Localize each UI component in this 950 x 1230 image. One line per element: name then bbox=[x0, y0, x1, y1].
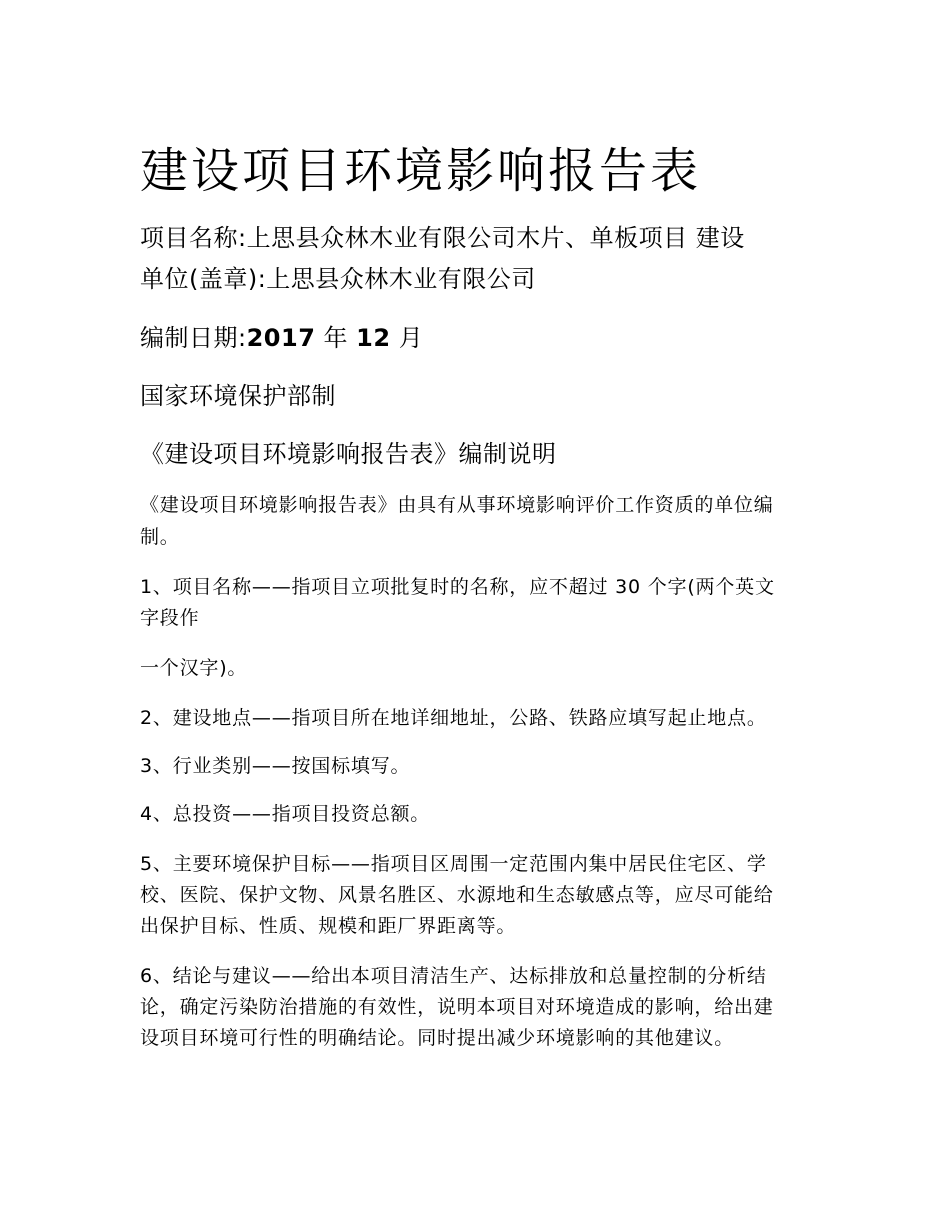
item-6-line-1: 6、结论与建议——给出本项目清洁生产、达标排放和总量控制的分析结 bbox=[140, 965, 767, 987]
construction-unit-line: 单位(盖章):上思县众林木业有限公司 bbox=[140, 265, 536, 293]
item-2: 2、建设地点——指项目所在地详细地址，公路、铁路应填写起止地点。 bbox=[140, 707, 767, 729]
item-6-line-2: 论，确定污染防治措施的有效性，说明本项目对环境造成的影响，给出建 bbox=[140, 996, 774, 1018]
compile-date-year-unit: 年 bbox=[315, 324, 357, 352]
item-1-line-2: 字段作 bbox=[140, 607, 200, 629]
compile-date-month: 12 bbox=[356, 324, 391, 352]
item-5-line-3: 出保护目标、性质、规模和距厂界距离等。 bbox=[140, 915, 517, 937]
item-6-line-3: 设项目环境可行性的明确结论。同时提出减少环境影响的其他建议。 bbox=[140, 1027, 735, 1049]
notes-heading: 《建设项目环境影响报告表》编制说明 bbox=[140, 440, 557, 468]
item-3: 3、行业类别——按国标填写。 bbox=[140, 755, 411, 777]
document-title: 建设项目环境影响报告表 bbox=[140, 143, 702, 199]
intro-paragraph-line-1: 《建设项目环境影响报告表》由具有从事环境影响评价工作资质的单位编 bbox=[140, 494, 774, 516]
compile-date-label: 编制日期: bbox=[140, 324, 247, 352]
item-5-line-2: 校、医院、保护文物、风景名胜区、水源地和生态敏感点等，应尽可能给 bbox=[140, 884, 774, 906]
item-4: 4、总投资——指项目投资总额。 bbox=[140, 803, 431, 825]
compile-date-month-unit: 月 bbox=[390, 324, 424, 352]
project-name-line: 项目名称:上思县众林木业有限公司木片、单板项目 建设 bbox=[140, 224, 745, 252]
item-1-line-3: 一个汉字)。 bbox=[140, 657, 248, 679]
compile-date-line bbox=[140, 318, 423, 353]
issuer-line: 国家环境保护部制 bbox=[140, 382, 336, 410]
item-5-line-1: 5、主要环境保护目标——指项目区周围一定范围内集中居民住宅区、学 bbox=[140, 853, 767, 875]
compile-date-year: 2017 bbox=[246, 324, 316, 352]
item-1-line-1: 1、项目名称——指项目立项批复时的名称，应不超过 30 个字(两个英文 bbox=[140, 576, 775, 598]
intro-paragraph-line-2: 制。 bbox=[140, 526, 180, 548]
